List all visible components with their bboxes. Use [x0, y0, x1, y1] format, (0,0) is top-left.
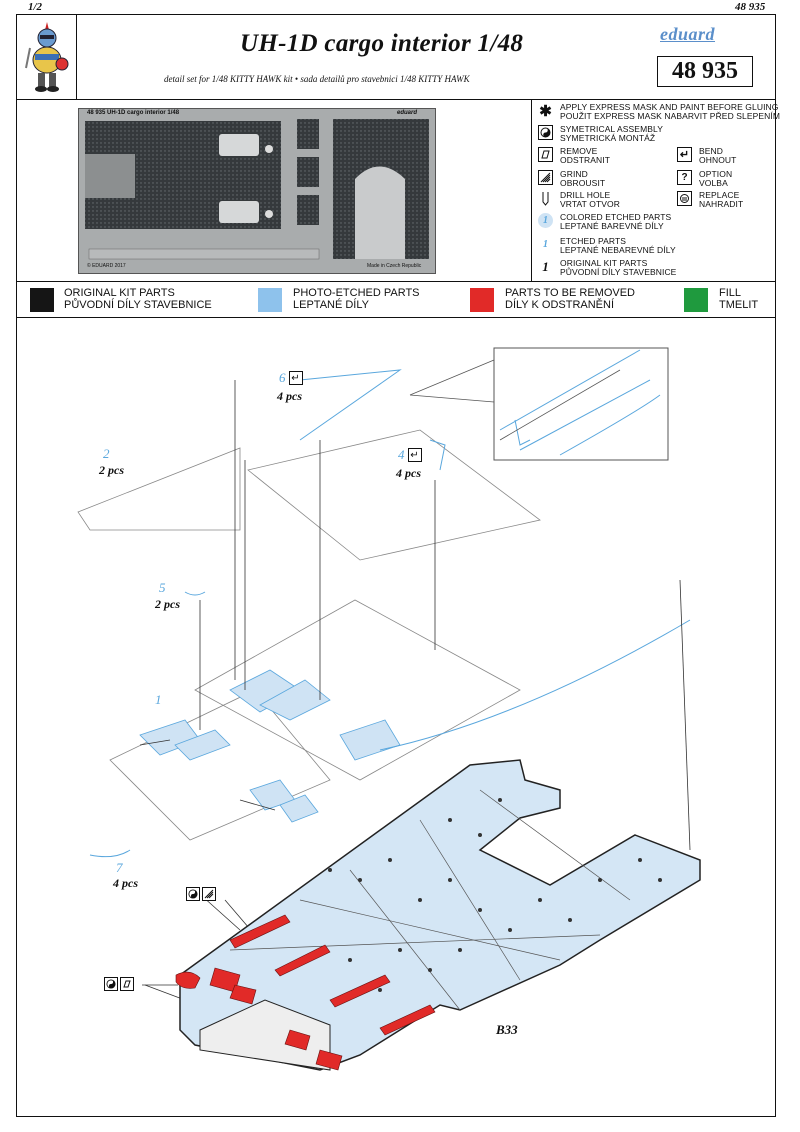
etched-icon: 1 — [538, 237, 553, 252]
replace-icon — [677, 191, 692, 206]
legend-text: APPLY EXPRESS MASK AND PAINT BEFORE GLUING — [560, 102, 779, 112]
product-code-top: 48 935 — [735, 1, 766, 13]
part-count: 4 pcs — [396, 466, 421, 480]
color-label-removed: PARTS TO BE REMOVED DÍLY K ODSTRANĚNÍ — [505, 287, 635, 311]
bend-icon: ↵ — [408, 448, 422, 462]
kit-part-icon: 1 — [538, 259, 553, 274]
legend-mask — [538, 103, 780, 121]
legend-remove — [538, 147, 610, 165]
page-title: UH-1D cargo interior 1/48 — [240, 30, 524, 57]
color-label-kit: ORIGINAL KIT PARTS PŮVODNÍ DÍLY STAVEBNICE — [64, 287, 212, 311]
legend-text: POUŽIT EXPRESS MASK NABARVIT PŘED SLEPENÍM — [560, 111, 781, 121]
legend-option — [677, 170, 732, 188]
page-subtitle: detail set for 1/48 KITTY HAWK kit • sada detailů pro stavebnici 1/48 KITTY HAWK — [164, 74, 470, 84]
legend-text: LEPTANÉ NEBAREVNÉ DÍLY — [560, 245, 676, 255]
legend-text: SYMETRICAL ASSEMBLY — [560, 124, 663, 134]
legend-text: PŮVODNÍ DÍLY STAVEBNICE — [560, 267, 677, 277]
legend-text: GRIND — [560, 169, 588, 179]
legend-drill — [538, 191, 620, 209]
page-number: 1/2 — [28, 1, 43, 13]
legend-text: OHNOUT — [699, 155, 737, 165]
color-label-fill: FILL TMELIT — [719, 287, 759, 311]
part-4-callout — [398, 447, 422, 463]
part-count: 2 pcs — [155, 597, 180, 611]
mascot-logo — [22, 18, 72, 96]
legend-text: REPLACE — [699, 190, 740, 200]
color-swatch-etched — [258, 288, 282, 312]
legend-text: OBROUSIT — [560, 178, 606, 188]
legend-divider — [531, 99, 532, 281]
legend-text: BEND — [699, 146, 724, 156]
legend-text: OPTION — [699, 169, 733, 179]
legend-bend — [677, 147, 736, 165]
grind-icon — [202, 887, 216, 901]
grind-icon — [538, 170, 553, 185]
symmetrical-icon — [186, 887, 200, 901]
legend-text: ODSTRANIT — [560, 155, 611, 165]
remove-instruction — [104, 977, 134, 991]
product-code: 48 935 — [672, 58, 738, 84]
legend-text: VOLBA — [699, 178, 728, 188]
color-key-top-line — [16, 281, 776, 282]
legend-text: COLORED ETCHED PARTS — [560, 212, 672, 222]
legend-text: ORIGINAL KIT PARTS — [560, 258, 648, 268]
symmetrical-icon — [538, 125, 553, 140]
grind-instruction — [186, 887, 216, 901]
legend-text: VRTAT OTVOR — [560, 199, 620, 209]
fret-photo — [78, 108, 436, 274]
legend-text: SYMETRICKÁ MONTÁŽ — [560, 133, 656, 143]
color-label-etched: PHOTO-ETCHED PARTS LEPTANÉ DÍLY — [293, 287, 420, 311]
legend-kit-parts — [538, 259, 676, 277]
part-number: 5 — [159, 580, 166, 595]
legend-etched — [538, 237, 676, 255]
option-icon: ? — [677, 170, 692, 185]
legend-symmetrical — [538, 125, 663, 143]
brand-logo: eduard — [660, 24, 716, 44]
legend-text: REMOVE — [560, 146, 598, 156]
part-number: 2 — [103, 446, 110, 461]
bend-icon: ↵ — [289, 371, 303, 385]
part-number: 1 — [155, 692, 162, 707]
part-count: 2 pcs — [99, 463, 124, 477]
product-code-box — [657, 56, 753, 87]
bend-icon: ↵ — [677, 147, 692, 162]
drill-icon — [538, 191, 553, 206]
symmetrical-icon — [104, 977, 118, 991]
fret-copyright: © EDUARD 2017 — [87, 263, 126, 269]
star-mask-icon: ✱ — [539, 102, 552, 120]
part-number: 7 — [116, 860, 123, 875]
color-swatch-kit — [30, 288, 54, 312]
fret-made-in: Made in Czech Republic — [367, 263, 422, 269]
legend-text: DRILL HOLE — [560, 190, 611, 200]
part-count: 4 pcs — [113, 876, 138, 890]
remove-icon — [120, 977, 134, 991]
legend-text: ETCHED PARTS — [560, 236, 627, 246]
legend-colored-etched — [538, 213, 671, 231]
part-count: 4 pcs — [277, 389, 302, 403]
header-bottom-line — [16, 99, 776, 100]
part-6-callout — [279, 370, 303, 386]
color-swatch-removed — [470, 288, 494, 312]
legend-replace — [677, 191, 743, 209]
kit-part-label: B33 — [496, 1022, 518, 1037]
fret-brand: eduard — [397, 110, 418, 116]
part-number: 4 — [398, 447, 405, 462]
header-divider-left — [76, 14, 77, 100]
legend-grind — [538, 170, 605, 188]
legend-text: NAHRADIT — [699, 199, 744, 209]
fret-label: 48 935 UH-1D cargo interior 1/48 — [87, 110, 180, 116]
legend-text: LEPTANÉ BAREVNÉ DÍLY — [560, 221, 664, 231]
colored-etched-icon: 1 — [538, 213, 553, 228]
color-swatch-fill — [684, 288, 708, 312]
remove-icon — [538, 147, 553, 162]
part-number: 6 — [279, 370, 286, 385]
